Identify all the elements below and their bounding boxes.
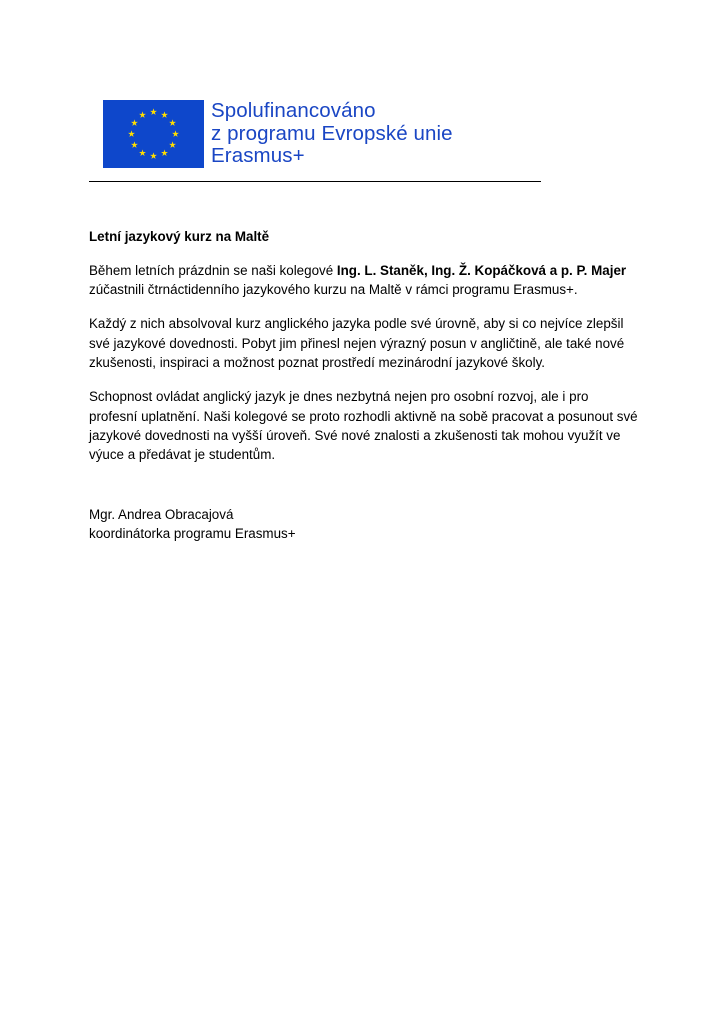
paragraph-2-line: Každý z nich absolvoval kurz anglického jazyka podle své úrovně, aby si co nejvíce zlepšil xyxy=(89,316,624,332)
header-divider xyxy=(89,181,541,182)
logo-line-cofinanced: Spolufinancováno xyxy=(211,99,376,122)
paragraph-3-line: Schopnost ovládat anglický jazyk je dnes nezbytná nejen pro osobní rozvoj, ale i pro xyxy=(89,389,589,405)
paragraph-3-line: jazykové dovednosti na vyšší úroveň. Své nové znalosti a zkušenosti tak mohou využít ve xyxy=(89,428,621,444)
article-paragraph-2 xyxy=(89,314,649,372)
article-title: Letní jazykový kurz na Maltě xyxy=(89,229,270,244)
article-body xyxy=(89,227,649,558)
paragraph-3-line: profesní uplatnění. Naši kolegové se proto rozhodli aktivně na sobě pracovat a posunout své xyxy=(89,408,638,424)
logo-line-erasmus: Erasmus+ xyxy=(211,144,305,167)
paragraph-1-line-2: zúčastnili čtrnáctidenního jazykového kurzu na Maltě v rámci programu Erasmus+. xyxy=(89,282,578,298)
paragraph-2-line: zkušenosti, inspiraci a možnost poznat prostředí mezinárodní jazykové školy. xyxy=(89,355,545,371)
signature-block xyxy=(89,505,649,544)
colleague-names: Ing. L. Staněk, Ing. Ž. Kopáčková a p. P. Majer xyxy=(336,263,627,278)
erasmus-logo-text xyxy=(211,100,453,168)
logo-line-program: z programu Evropské unie xyxy=(211,121,453,145)
paragraph-2-line: své jazykové dovednosti. Pobyt jim přinesl nejen výrazný posun v angličtině, ale také nové xyxy=(89,335,625,351)
signature-role: koordinátorka programu Erasmus+ xyxy=(89,526,296,542)
paragraph-3-line: výuce a předávat je studentům. xyxy=(89,447,276,463)
eu-flag-icon xyxy=(103,100,204,168)
article-paragraph-1 xyxy=(89,261,649,300)
erasmus-header xyxy=(103,100,453,168)
article-paragraph-3 xyxy=(89,387,649,465)
paragraph-1-intro: Během letních prázdnin se naši kolegové xyxy=(89,263,337,278)
signature-name: Mgr. Andrea Obracajová xyxy=(89,506,234,522)
paragraph-1-line-1 xyxy=(89,261,649,280)
